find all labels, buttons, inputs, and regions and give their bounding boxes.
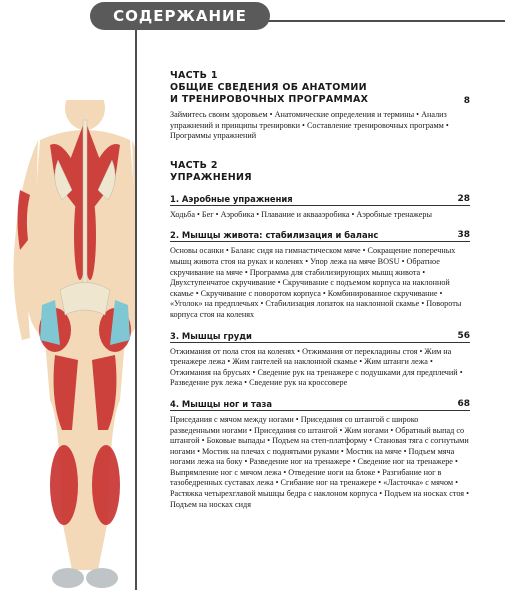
- chapter-2-header[interactable]: [170, 230, 470, 242]
- chapter-4: [170, 399, 470, 510]
- part-1-title-line2: И ТРЕНИРОВОЧНЫХ ПРОГРАММАХ: [170, 94, 369, 105]
- chapter-3-body: Отжимания от пола стоя на коленях • Отжимания от перекладины стоя • Жим на тренажере лежа • Жим гантелей на наклонной скамье • Жим штанги лежа • Отжимания на брусьях • Сведение рук на тренажере с подушками для предплечий • Разведение рук лежа • Сведение рук на кроссовере: [170, 346, 463, 388]
- chapter-4-page[interactable]: 68: [457, 398, 470, 409]
- part-1-title-line1: ОБЩИЕ СВЕДЕНИЯ ОБ АНАТОМИИ: [170, 82, 367, 93]
- part-1-page[interactable]: 8: [463, 96, 470, 106]
- part-2-label: ЧАСТЬ 2: [170, 159, 218, 171]
- chapter-2: [170, 230, 470, 320]
- chapter-4-title[interactable]: 4. Мышцы ног и таза: [170, 398, 273, 409]
- part-1-description: Займитесь своим здоровьем • Анатомические определения и термины • Анализ упражнений и принципы тренировки • Составление тренировочных программ • Программы упражнений: [170, 110, 449, 141]
- contents-heading: СОДЕРЖАНИЕ: [113, 7, 247, 25]
- chapter-1-page[interactable]: 28: [457, 193, 470, 204]
- part-1-label: ЧАСТЬ 1: [170, 70, 218, 81]
- chapter-2-page[interactable]: 38: [457, 230, 470, 241]
- chapter-2-body: Основы осанки • Баланс сидя на гимнастическом мяче • Сокращение поперечных мышц живота стоя на руках и коленях • Упор лежа на мяче BOSU • Обратное скручивание на мяче • Программа для стабилизирующих мышц живота • Двухступенчатое скручивание • Скручивание с подъемом корпуса на наклонной скамье • Скручивание с поворотом корпуса • Комбинированное скручивание • «Уголок» на предплечьях • Стабилизация лопаток на наклонной скамье • Повороты корпуса стоя на коленях: [170, 246, 462, 319]
- part-1-title-row: [170, 94, 470, 106]
- chapter-3-title[interactable]: 3. Мышцы груди: [170, 330, 252, 341]
- part-2-title: УПРАЖНЕНИЯ: [170, 171, 252, 183]
- chapter-2-title[interactable]: 2. Мышцы живота: стабилизация и баланс: [170, 230, 379, 241]
- chapter-3-page[interactable]: 56: [457, 330, 470, 341]
- shoes: [52, 568, 118, 588]
- chapter-4-body: Приседания с мячом между ногами • Приседания со штангой с широко разведенными ногами • Приседания со штангой • Жим ногами • Обратный выпад со штангой • Боковые выпады • Подъем на степ-платформу • Становая тяга с согнутыми ногами • Мостик на плечах с поднятыми руками • Мостик на мяче • Подъем мяча ногами лежа на боку • Разведение ног на тренажере • Сведение ног на тренажере • Выпрямление ног с мячом лежа • Отведение ноги на блоке • Разгибание ног в тазобедренных суставах лежа • Сгибание ног на тренажере • «Ласточка» с мячом • Растяжка четырехглавой мышцы бедра с наклоном корпуса • Подъем на носках стоя • Подъем на носках сидя: [170, 414, 469, 509]
- table-of-contents: [170, 70, 470, 510]
- contents-banner: [90, 2, 270, 30]
- chapter-3: [170, 331, 470, 389]
- chapter-1-body: Ходьба • Бег • Аэробика • Плавание и аквааэробика • Аэробные тренажеры: [170, 209, 432, 219]
- chapter-1: [170, 194, 470, 221]
- part-2: [170, 160, 470, 184]
- chapter-1-title[interactable]: 1. Аэробные упражнения: [170, 193, 293, 204]
- chapter-3-header[interactable]: [170, 331, 470, 343]
- part-1: [170, 70, 470, 142]
- chapter-1-header[interactable]: [170, 194, 470, 206]
- chapter-4-header[interactable]: [170, 399, 470, 411]
